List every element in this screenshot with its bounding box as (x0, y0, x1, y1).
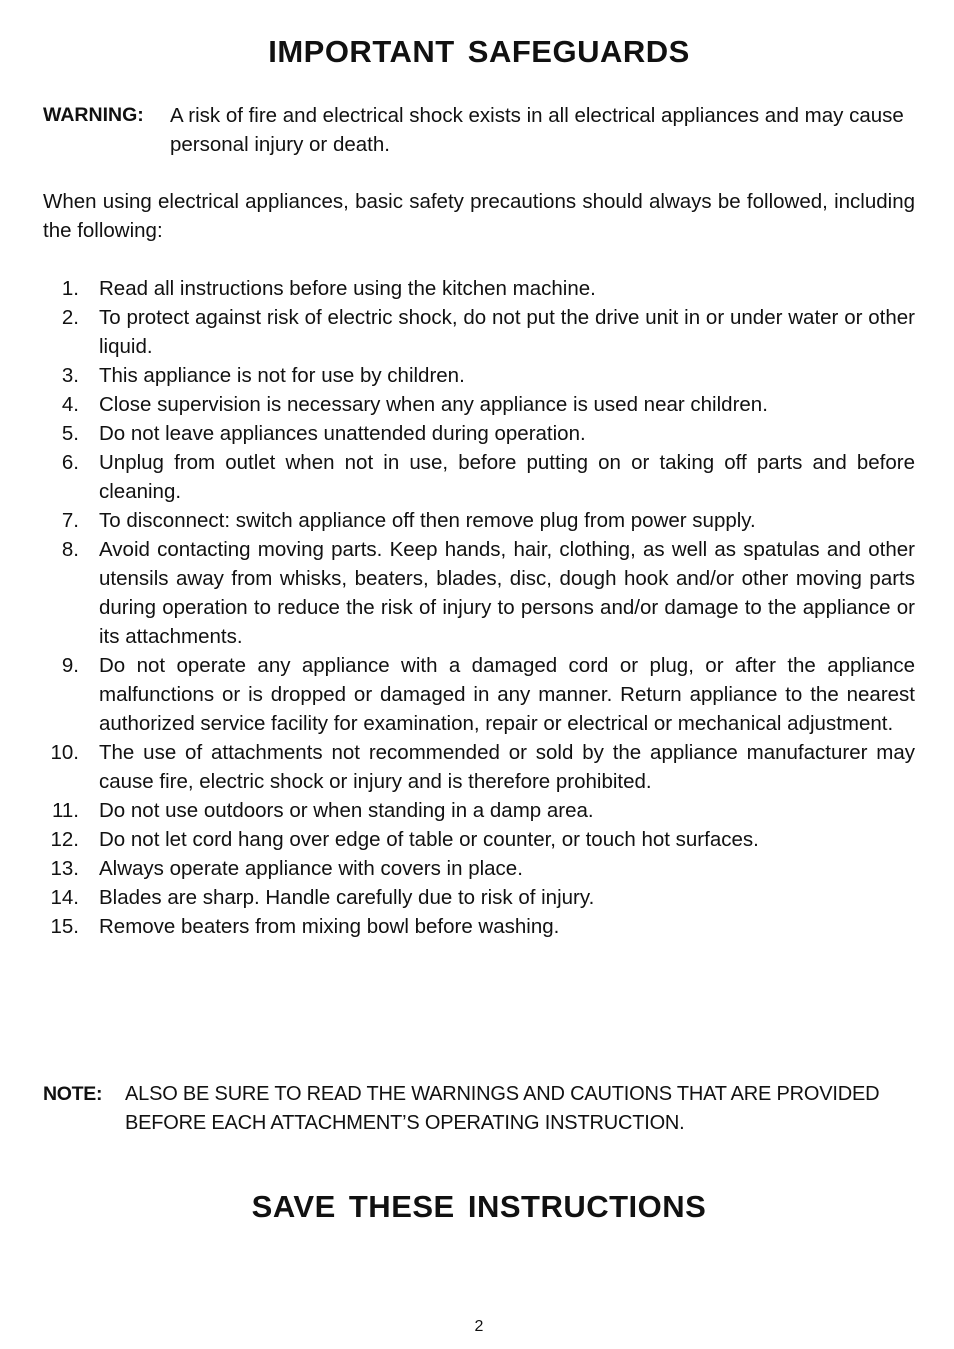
list-item (43, 912, 915, 941)
list-item (43, 303, 915, 361)
list-item-number: 8. (61, 538, 79, 561)
list-item (43, 274, 915, 303)
save-instructions-heading: SAVE THESE INSTRUCTIONS (251, 1189, 707, 1224)
list-item-number: 6. (61, 451, 79, 474)
list-item-text: Do not let cord hang over edge of table or counter, or touch hot surfaces. (99, 828, 759, 851)
warning-block (43, 101, 915, 159)
list-item-number: 15. (50, 915, 79, 938)
intro-paragraph: When using electrical appliances, basic safety precautions should always be followed, including the following: (43, 190, 915, 242)
list-item (43, 448, 915, 506)
list-item-number: 14. (50, 886, 79, 909)
list-item (43, 419, 915, 448)
list-item-text: To protect against risk of electric shock, do not put the drive unit in or under water or other liquid. (99, 306, 915, 358)
list-item (43, 796, 915, 825)
list-item-number: 7. (61, 509, 79, 532)
note-text: ALSO BE SURE TO READ THE WARNINGS AND CAUTIONS THAT ARE PROVIDED BEFORE EACH ATTACHMENT’S OPERATING INSTRUCTION. (125, 1083, 880, 1134)
list-item (43, 651, 915, 738)
list-item (43, 361, 915, 390)
list-item-number: 4. (61, 393, 79, 416)
list-item-text: Close supervision is necessary when any appliance is used near children. (99, 393, 768, 416)
note-block (43, 1080, 915, 1138)
list-item-number: 13. (50, 857, 79, 880)
list-item-text: Do not use outdoors or when standing in a damp area. (99, 799, 594, 822)
list-item (43, 883, 915, 912)
list-item-number: 12. (50, 828, 79, 851)
list-item-text: To disconnect: switch appliance off then remove plug from power supply. (99, 509, 756, 532)
list-item-number: 9. (61, 654, 79, 677)
list-item-number: 1. (61, 277, 79, 300)
list-item (43, 854, 915, 883)
list-item-text: Blades are sharp. Handle carefully due to risk of injury. (99, 886, 595, 909)
warning-text: A risk of fire and electrical shock exists in all electrical appliances and may cause personal injury or death. (170, 104, 904, 156)
note-label: NOTE: (43, 1083, 103, 1105)
list-item-text: Do not operate any appliance with a damaged cord or plug, or after the appliance malfunctions or is dropped or damaged in any manner. Return appliance to the nearest authorized service facility for examination, repair or electrical or mechanical adjustment. (99, 654, 915, 735)
list-item-text: Do not leave appliances unattended during operation. (99, 422, 586, 445)
list-item-text: Avoid contacting moving parts. Keep hands, hair, clothing, as well as spatulas and other utensils away from whisks, beaters, blades, disc, dough hook and/or other moving parts during operation to reduce the risk of injury to persons and/or damage to the appliance or its attachments. (99, 538, 915, 648)
list-item-text: Read all instructions before using the kitchen machine. (99, 277, 596, 300)
list-item-text: This appliance is not for use by children. (99, 364, 465, 387)
list-item-number: 10. (50, 741, 79, 764)
list-item-text: The use of attachments not recommended or sold by the appliance manufacturer may cause fire, electric shock or injury and is therefore prohibited. (99, 741, 915, 793)
list-item (43, 390, 915, 419)
list-item (43, 825, 915, 854)
page-number: 2 (474, 1318, 484, 1335)
document-page (43, 0, 915, 1349)
list-item-number: 3. (61, 364, 79, 387)
list-item (43, 506, 915, 535)
list-item-number: 5. (61, 422, 79, 445)
list-item-number: 11. (52, 799, 79, 822)
list-item-text: Unplug from outlet when not in use, before putting on or taking off parts and before cleaning. (99, 451, 915, 503)
safeguards-list (43, 274, 915, 941)
list-item-text: Remove beaters from mixing bowl before washing. (99, 915, 560, 938)
page-title: IMPORTANT SAFEGUARDS (268, 34, 690, 69)
warning-label: WARNING: (43, 104, 144, 126)
list-item (43, 535, 915, 651)
list-item-text: Always operate appliance with covers in place. (99, 857, 523, 880)
list-item (43, 738, 915, 796)
list-item-number: 2. (61, 306, 79, 329)
